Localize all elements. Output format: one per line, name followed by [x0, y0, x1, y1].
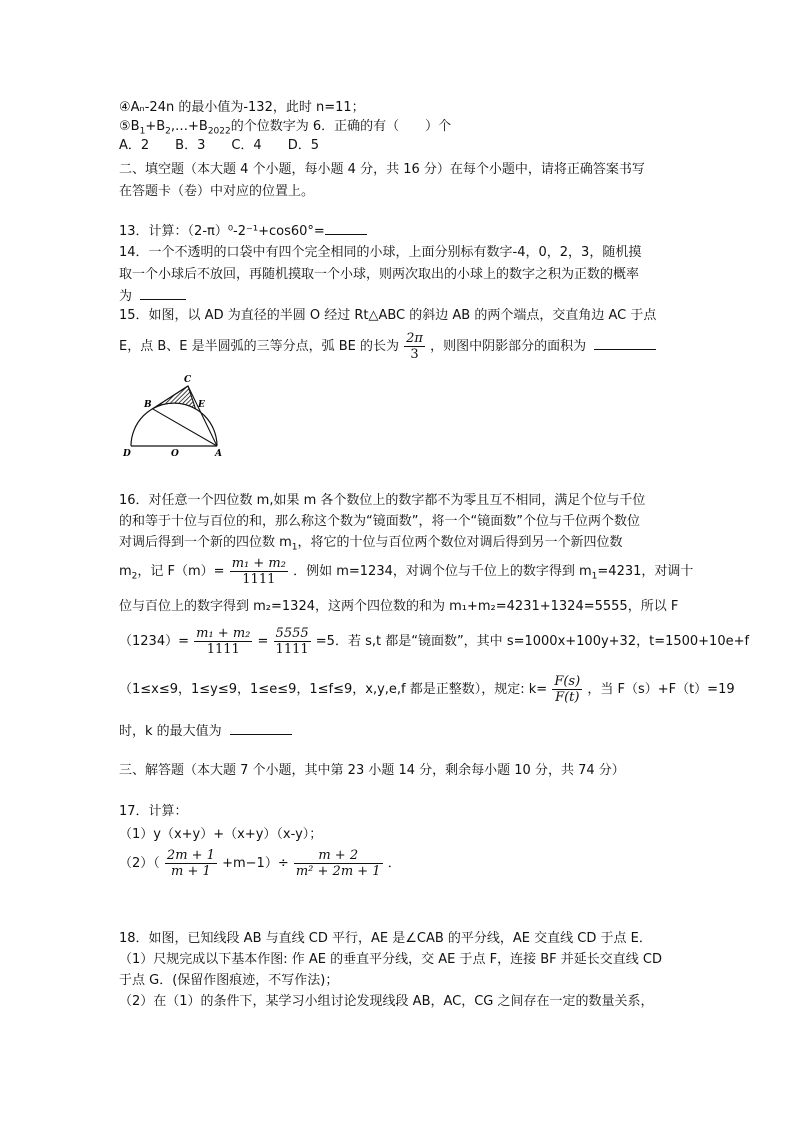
answer-blank [594, 337, 656, 350]
q17-part1: （1）y（x+y）+（x+y）（x-y）； [119, 827, 323, 842]
q16-line3: 对调后得到一个新的四位数 $m_1$，将它的十位与百位两个数位对调后得到另一个新四位数 [119, 535, 623, 553]
q18-line3: 于点 G．(保留作图痕迹，不写作法)； [119, 973, 339, 988]
section2-heading: 二、填空题（本大题 4 个小题，每小题 4 分，共 16 分）在每个小题中，请将正确答案书写 [119, 162, 645, 177]
q15-line2: E，点 B、E 是半圆弧的三等分点，弧 BE 的长为 $\frac{2\pi}{3}$ ，则图中阴影部分的面积为 [119, 331, 656, 362]
arc-length-fraction: $\frac{2\pi}{3}$ [406, 331, 423, 362]
q15-line1: 15．如图，以 AD 为直径的半圆 O 经过 Rt△ABC 的斜边 AB 的两个端点，交直角边 AC 于点 [119, 308, 657, 323]
label-o: O [171, 449, 179, 459]
q18-line4: （2）在（1）的条件下，某学习小组讨论发现线段 AB，AC，CG 之间存在一定的数量关系， [119, 994, 654, 1009]
q14-line2: 取一个小球后不放回，再随机摸取一个小球，则两次取出的小球上的数字之积为正数的概率 [119, 267, 640, 282]
q14-line3: 为 [119, 287, 186, 306]
q16-line1: 16．对任意一个四位数 m,如果 m 各个数位上的数字都不为零且互不相同，满足个位与千位 [119, 493, 646, 508]
q16-line4: $m_2$，记 F（m）= $\frac{\text{m₁ + m₂}}{1111}$ ．例如 m=1234，对调个位与千位上的数字得到 $m_1=4231$，对调十 [119, 556, 694, 587]
f-m-fraction: $\frac{\text{m₁ + m₂}}{1111}$ [231, 556, 286, 587]
label-a: A [215, 449, 222, 459]
section3-heading: 三、解答题（本大题 7 个小题，其中第 23 小题 14 分，剩余每小题 10 分，共 74 分） [119, 763, 625, 778]
q16-line5: 位与百位上的数字得到 m₂=1324，这两个四位数的和为 m₁+m₂=4231+1324=5555，所以 F [119, 599, 679, 614]
q17-part2: （2）（ $\frac{2m + 1}{m + 1}$ +m−1）÷ $\frac{m + 2}{\text{m² + 2m + 1}}$ ． [119, 848, 401, 879]
5555-fraction: $\frac{5555}{1111}$ [275, 626, 309, 657]
q14-line1: 14．一个不透明的口袋中有四个完全相同的小球，上面分别标有数字-4，0，2，3，随机摸 [119, 245, 642, 260]
q17-title: 17．计算： [119, 804, 188, 819]
answer-blank [140, 287, 186, 300]
label-c: C [184, 375, 192, 385]
q12-item5: $⑤B_1+B_2,\dots+B_{2022}$的个位数字为 6．正确的有（ ）个 [119, 119, 452, 137]
q12-options: A．2 B．3 C．4 D．5 [119, 138, 319, 153]
q17-fraction-2: $\frac{m + 2}{\text{m² + 2m + 1}}$ [295, 848, 381, 879]
q16-line2: 的和等于十位与百位的和，那么称这个数为“镜面数”，将一个“镜面数”个位与千位两个数位 [119, 514, 640, 529]
answer-blank [230, 722, 292, 735]
label-e: E [198, 400, 205, 410]
label-d: D [123, 449, 131, 459]
q13: 13．计算：（2-π）⁰-2⁻¹+cos60°= [119, 222, 367, 241]
label-b: B [144, 400, 152, 410]
q16-line8: 时，k 的最大值为 [119, 722, 292, 741]
k-fraction: $\frac{F(s)}{F(t)}$ [554, 674, 581, 705]
q16-line7: （1≤x≤9，1≤y≤9，1≤e≤9，1≤f≤9，x,y,e,f 都是正整数），规定: k= $\frac{F(s)}{F(t)}$ ，当 F（s）+F（t）=19 [119, 674, 735, 705]
q16-line6: （1234）= $\frac{\text{m₁ + m₂}}{1111}$ = $\frac{5555}{1111}$ =5．若 s,t 都是“镜面数”，其中 s=1000x+100y+32，t=1500+10e+f [119, 626, 750, 657]
q15-semicircle-figure [118, 370, 238, 462]
q18-line2: （1）尺规完成以下基本作图: 作 AE 的垂直平分线，交 AE 于点 F，连接 BF 并延长交直线 CD [119, 952, 663, 967]
q18-line1: 18．如图，已知线段 AB 与直线 CD 平行，AE 是∠CAB 的平分线，AE 交直线 CD 于点 E． [119, 931, 652, 946]
q17-fraction-1: $\frac{2m + 1}{m + 1}$ [166, 848, 215, 879]
q12-item4: ④Aₙ-24n 的最小值为-132，此时 n=11； [119, 100, 365, 115]
answer-blank [325, 222, 367, 235]
f-1234-fraction: $\frac{\text{m₁ + m₂}}{1111}$ [196, 626, 251, 657]
section2-heading-cont: 在答题卡（卷）中对应的位置上。 [119, 184, 315, 199]
